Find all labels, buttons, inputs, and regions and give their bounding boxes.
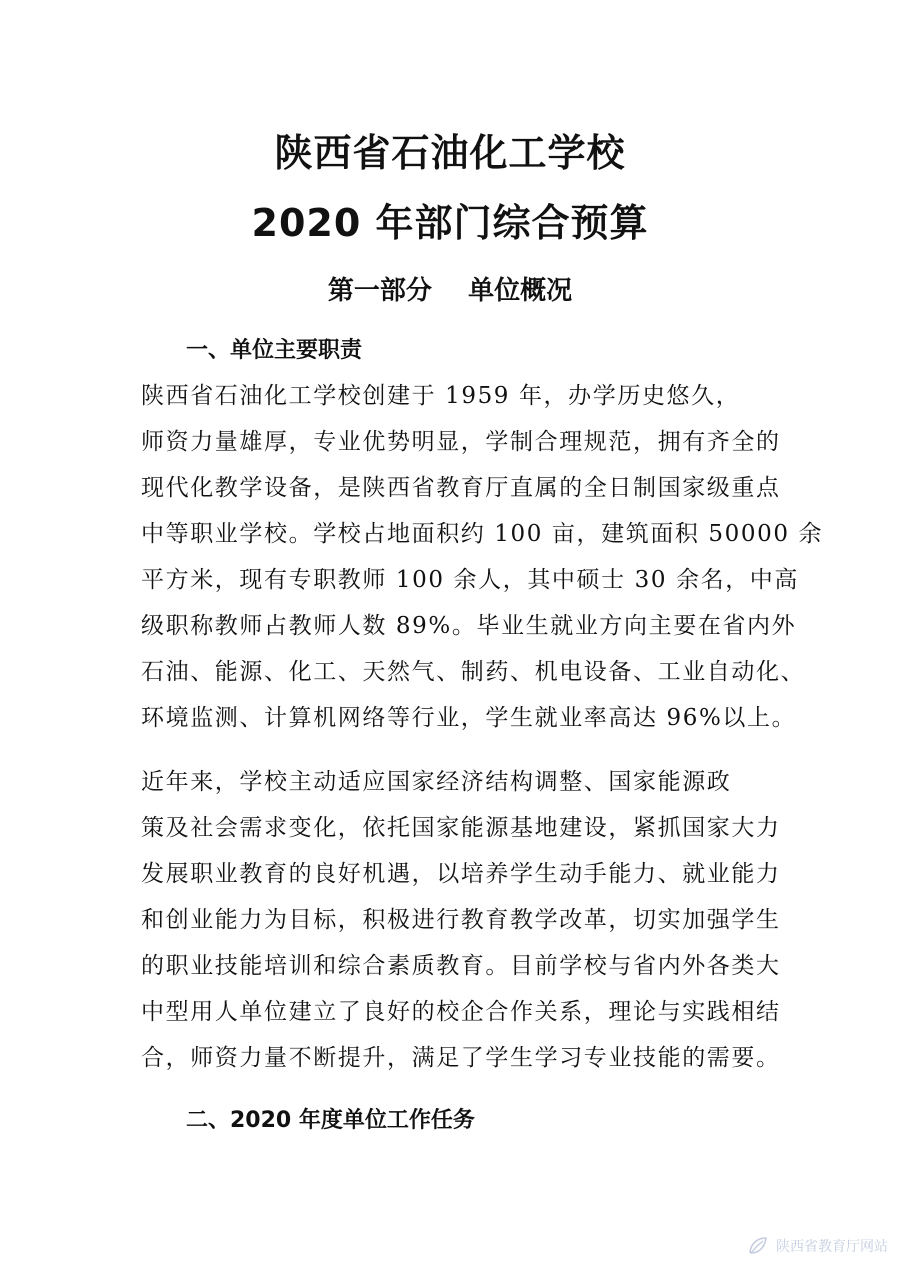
paragraph-line: 和创业能力为目标，积极进行教育教学改革，切实加强学生 [141, 907, 781, 933]
section-heading-1: 一、单位主要职责 [186, 338, 363, 363]
watermark-text: 陕西省教育厅网站 [776, 1239, 888, 1255]
paragraph-line: 的职业技能培训和综合素质教育。目前学校与省内外各类大 [141, 953, 781, 979]
paragraph-line: 石油、能源、化工、天然气、制药、机电设备、工业自动化、 [141, 659, 806, 685]
paragraph-2 [141, 759, 781, 1081]
document-title-line2: 2020 年部门综合预算 [251, 201, 649, 245]
paragraph-1 [141, 373, 824, 741]
paragraph-line: 策及社会需求变化，依托国家能源基地建设，紧抓国家大力 [141, 815, 781, 841]
paragraph-line: 发展职业教育的良好机遇，以培养学生动手能力、就业能力 [141, 861, 781, 887]
site-watermark [746, 1234, 888, 1258]
leaf-logo-icon [746, 1234, 770, 1258]
paragraph-line: 中等职业学校。学校占地面积约 100 亩，建筑面积 50000 余 [141, 521, 824, 547]
paragraph-line: 陕西省石油化工学校创建于 1959 年，办学历史悠久， [141, 383, 741, 409]
paragraph-line: 现代化教学设备，是陕西省教育厅直属的全日制国家级重点 [141, 475, 781, 501]
paragraph-line: 近年来，学校主动适应国家经济结构调整、国家能源政 [141, 769, 732, 795]
part-title: 第一部分 单位概况 [327, 276, 573, 306]
paragraph-line: 级职称教师占教师人数 89%。毕业生就业方向主要在省内外 [141, 613, 797, 639]
paragraph-line: 师资力量雄厚，专业优势明显，学制合理规范，拥有齐全的 [141, 429, 781, 455]
section-heading-2: 二、2020 年度单位工作任务 [186, 1108, 475, 1133]
paragraph-line: 合，师资力量不断提升，满足了学生学习专业技能的需要。 [141, 1045, 781, 1071]
paragraph-line: 环境监测、计算机网络等行业，学生就业率高达 96%以上。 [141, 705, 797, 731]
paragraph-line: 平方米，现有专职教师 100 余人，其中硕士 30 余名，中高 [141, 567, 800, 593]
paragraph-line: 中型用人单位建立了良好的校企合作关系，理论与实践相结 [141, 999, 781, 1025]
document-title-line1: 陕西省石油化工学校 [274, 131, 626, 175]
